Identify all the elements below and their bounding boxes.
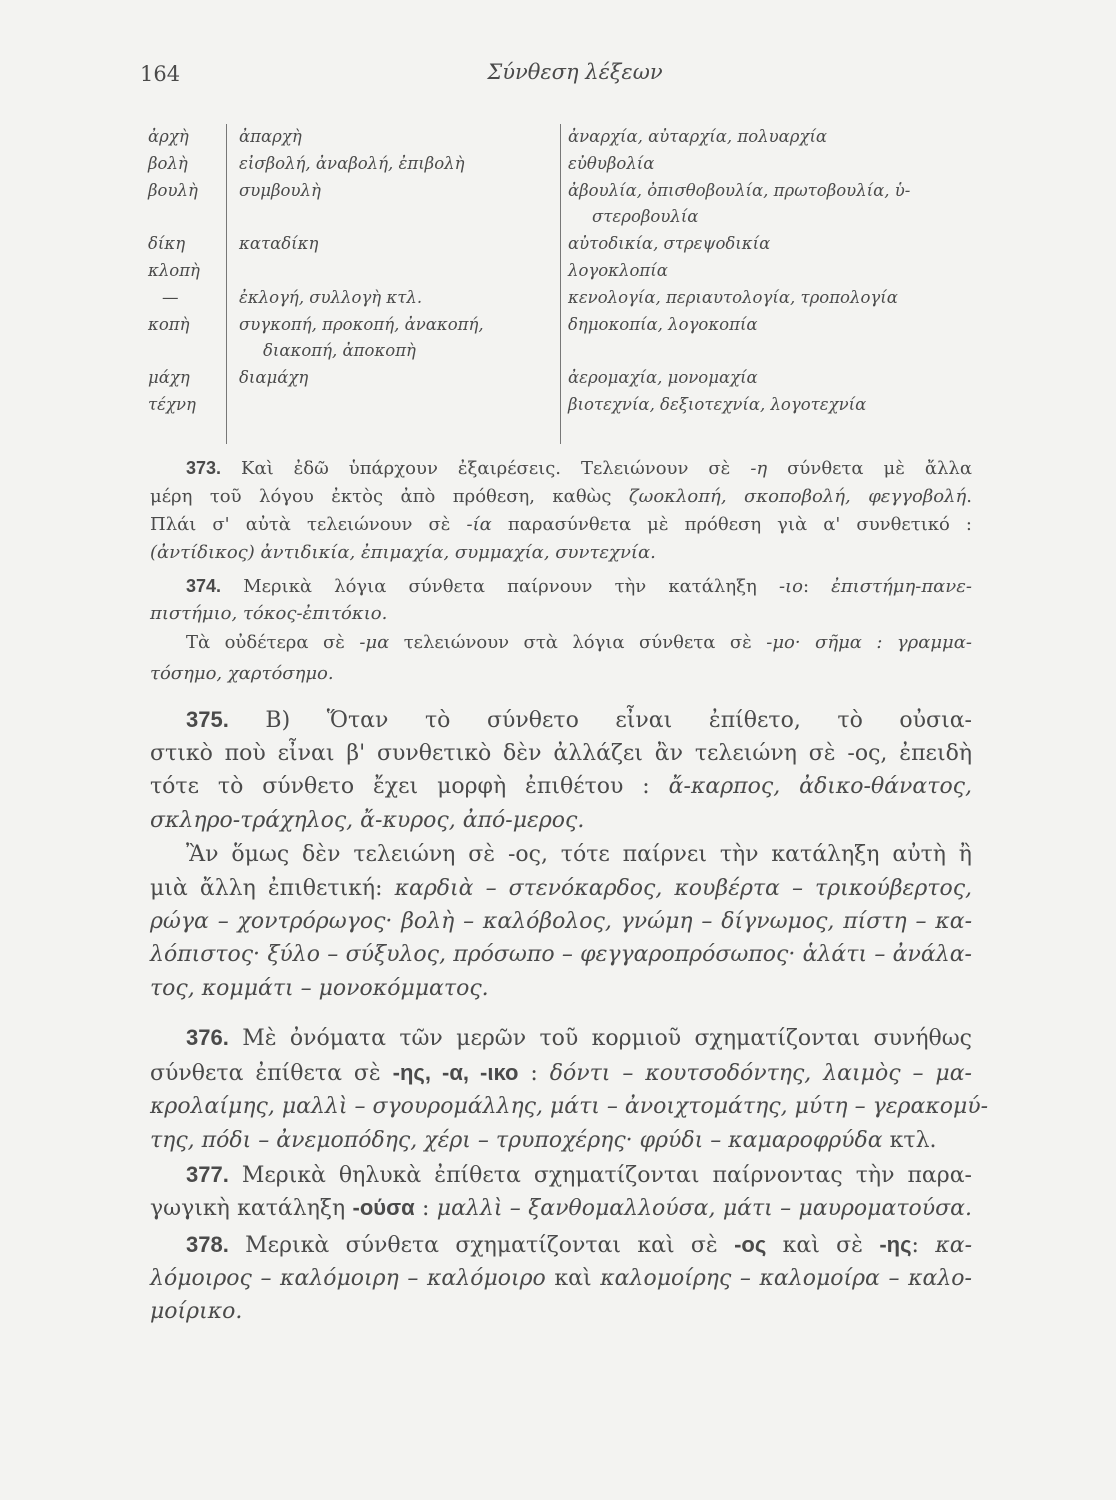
section-number: 373.: [186, 458, 222, 478]
text-run: τελειώνουν στὰ λόγια σύνθετα σὲ: [389, 632, 767, 653]
text-run: σύνθετα μὲ ἄλλα: [767, 458, 972, 479]
paragraph-374-line: [186, 572, 972, 601]
text-run: Καὶ ἐδῶ ὑπάρχουν ἐξαιρέσεις. Τελειώνουν σὲ: [221, 458, 751, 479]
text-run: μέρη τοῦ λόγου ἐκτὸς ἀπὸ πρόθεση, καθὼς: [150, 486, 629, 507]
text-run: Β) Ὅταν τὸ σύνθετο εἶναι ἐπίθετο, τὸ οὐσια-: [228, 708, 972, 733]
text-run: Μερικὰ σύνθετα σχηματίζονται καὶ σὲ: [228, 1233, 735, 1258]
section-number: 377.: [186, 1162, 229, 1187]
table-cell: κοπὴ: [148, 315, 190, 334]
page-number: 164: [140, 62, 181, 86]
example-text: καρδιὰ – στενόκαρδος, κουβέρτα – τρικούβερτος,: [394, 876, 973, 901]
example-text: λόμοιρος – καλόμοιρη – καλόμοιρο: [150, 1266, 555, 1291]
text-run: Ἂν ὅμως δὲν τελειώνη σὲ -ος, τότε παίρνει τὴν κατάληξη αὐτὴ ἢ: [186, 842, 972, 867]
paragraph-376-line: [150, 1091, 989, 1123]
table-cell: κλοπὴ: [148, 261, 200, 280]
example-text: τόσημο, χαρτόσημο.: [150, 663, 334, 684]
example-text: της, πόδι – ἀνεμοπόδης, χέρι – τρυποχέρης· φρύδι – καμαροφρύδα: [150, 1128, 890, 1153]
paragraph-374-line: [150, 600, 972, 628]
table-cell: διαμάχη: [239, 368, 309, 387]
section-number: -ος: [734, 1232, 767, 1257]
paragraph-375b-line: [150, 939, 972, 971]
paragraph-373-line: [150, 483, 972, 511]
paragraph-376-line: [186, 1022, 972, 1055]
table-cell: ἀναρχία, αὐταρχία, πολυαρχία: [568, 127, 828, 146]
section-number: 378.: [186, 1232, 229, 1257]
paragraph-373-line: [150, 539, 972, 567]
text-run: .: [966, 486, 972, 507]
section-number: 376.: [186, 1025, 229, 1050]
text-run: Μὲ ὀνόματα τῶν μερῶν τοῦ κορμιοῦ σχηματίζονται συνήθως: [228, 1026, 972, 1051]
table-cell: βιοτεχνία, δεξιοτεχνία, λογοτεχνία: [568, 395, 867, 414]
example-text: τος, κομμάτι – μονοκόμματος.: [150, 976, 489, 1001]
text-run: κτλ.: [889, 1128, 937, 1153]
example-text: κρολαίμης, μαλλὶ – σγουρομάλλης, μάτι – ἀνοιχτομάτης, μύτη – γερακομύ-: [150, 1094, 989, 1119]
text-run: :: [802, 576, 832, 597]
table-cell: ἀρχὴ: [148, 127, 189, 146]
table-cell: διακοπή, ἀποκοπὴ: [263, 341, 416, 360]
example-text: καλομοίρης – καλομοίρα – καλο-: [600, 1266, 972, 1291]
text-run: καὶ σὲ: [766, 1233, 880, 1258]
paragraph-376-line: [150, 1057, 972, 1090]
example-text: κα-: [935, 1233, 973, 1258]
example-text: μαλλὶ – ξανθομαλλούσα, μάτι – μαυροματούσα.: [436, 1196, 972, 1221]
table-cell: συγκοπή, προκοπή, ἀνακοπή,: [239, 315, 484, 334]
paragraph-376-line: [150, 1125, 972, 1157]
example-text: -μο· σῆμα : γραμμα-: [766, 632, 972, 653]
paragraph-375-line: [150, 771, 972, 803]
example-text: ρώγα – χοντρόρωγος· βολὴ – καλόβολος, γνώμη – δίγνωμος, πίστη – κα-: [150, 909, 972, 934]
table-cell: βολὴ: [148, 154, 188, 173]
paragraph-374b-line: [186, 629, 972, 657]
text-run: :: [911, 1233, 936, 1258]
paragraph-377-line: [186, 1159, 972, 1192]
text-run: παρασύνθετα μὲ πρόθεση γιὰ α' συνθετικό :: [491, 514, 972, 535]
paragraph-373-line: [150, 511, 972, 539]
table-cell: μάχη: [148, 368, 190, 387]
table-cell: στεροβουλία: [592, 207, 699, 226]
table-cell: καταδίκη: [239, 234, 319, 253]
table-cell: βουλὴ: [148, 181, 198, 200]
text-run: Μερικὰ θηλυκὰ ἐπίθετα σχηματίζονται παίρνοντας τὴν παρα-: [228, 1163, 972, 1188]
text-run: Τὰ οὐδέτερα σὲ: [186, 632, 360, 653]
table-divider: [560, 124, 561, 444]
text-run: :: [414, 1196, 437, 1221]
section-number: -ης: [879, 1232, 912, 1257]
example-text: δόντι – κουτσοδόντης, λαιμὸς – μα-: [549, 1061, 972, 1086]
table-cell: ἀπαρχὴ: [239, 127, 302, 146]
text-run: Πλάι σ' αὐτὰ τελειώνουν σὲ: [150, 514, 467, 535]
paragraph-375b-line: [186, 839, 972, 871]
table-cell: ἀερομαχία, μονομαχία: [568, 368, 758, 387]
example-text: ἐπιστήμη-πανε-: [831, 576, 972, 597]
paragraph-377-line: [150, 1192, 972, 1225]
paragraph-378-line: [186, 1229, 972, 1262]
text-run: τότε τὸ σύνθετο ἔχει μορφὴ ἐπιθέτου :: [150, 774, 669, 799]
example-text: σκληρο-τράχηλος, ἄ-κυρος, ἀπό-μερος.: [150, 808, 585, 833]
paragraph-378-line: [150, 1296, 972, 1328]
table-divider: [226, 124, 227, 444]
text-run: Μερικὰ λόγια σύνθετα παίρνουν τὴν κατάληξη: [221, 576, 779, 597]
paragraph-378-line: [150, 1263, 972, 1295]
table-cell: τέχνη: [148, 395, 196, 414]
paragraph-373-line: [186, 454, 972, 483]
text-run: :: [518, 1061, 550, 1086]
example-text: πιστήμιο, τόκος-ἐπιτόκιο.: [150, 603, 388, 624]
paragraph-374b-line: [150, 660, 972, 688]
example-text: -μα: [359, 632, 390, 653]
table-cell: εἰσβολή, ἀναβολή, ἐπιβολὴ: [239, 154, 465, 173]
table-cell: δίκη: [148, 234, 186, 253]
example-text: μοίρικο.: [150, 1299, 243, 1324]
table-cell: δημοκοπία, λογοκοπία: [568, 315, 758, 334]
text-run: στικὸ ποὺ εἶναι β' συνθετικὸ δὲν ἀλλάζει ἂν τελειώνη σὲ -ος, ἐπειδὴ: [150, 741, 972, 766]
section-number: 375.: [186, 707, 229, 732]
example-text: (ἀντίδικος) ἀντιδικία, ἐπιμαχία, συμμαχία, συντεχνία.: [150, 542, 656, 563]
example-text: -η: [750, 458, 768, 479]
table-cell: ἐκλογή, συλλογὴ κτλ.: [239, 288, 423, 307]
example-text: -ιο: [778, 576, 803, 597]
table-cell: —: [162, 288, 179, 307]
paragraph-375-line: [150, 738, 972, 770]
example-text: -ία: [466, 514, 492, 535]
example-text: λόπιστος· ξύλο – σύξυλος, πρόσωπο – φεγγαροπρόσωπος· ἁλάτι – ἀνάλα-: [150, 942, 972, 967]
table-cell: συμβουλὴ: [239, 181, 321, 200]
table-cell: κενολογία, περιαυτολογία, τροπολογία: [568, 288, 898, 307]
text-run: μιὰ ἄλλη ἐπιθετική:: [150, 876, 395, 901]
table-cell: λογοκλοπία: [568, 261, 668, 280]
paragraph-375b-line: [150, 873, 972, 905]
section-number: -ης, -α, -ικο: [392, 1060, 519, 1085]
text-run: γωγικὴ κατάληξη: [150, 1196, 353, 1221]
table-cell: εὐθυβολία: [568, 154, 655, 173]
running-title: Σύνθεση λέξεων: [487, 60, 663, 84]
section-number: 374.: [186, 576, 222, 596]
table-cell: αὐτοδικία, στρεψοδικία: [568, 234, 771, 253]
table-cell: ἀβουλία, ὀπισθοβουλία, πρωτοβουλία, ὑ-: [568, 181, 911, 200]
section-number: -ούσα: [352, 1195, 415, 1220]
text-run: σύνθετα ἐπίθετα σὲ: [150, 1061, 393, 1086]
example-text: ζωοκλοπή, σκοποβολή, φεγγοβολή: [628, 486, 967, 507]
text-run: καὶ: [554, 1266, 601, 1291]
paragraph-375-line: [186, 704, 972, 737]
paragraph-375-line: [150, 805, 972, 837]
paragraph-375b-line: [150, 906, 972, 938]
paragraph-375b-line: [150, 973, 972, 1005]
example-text: ἄ-καρπος, ἀδικο-θάνατος,: [668, 774, 972, 799]
